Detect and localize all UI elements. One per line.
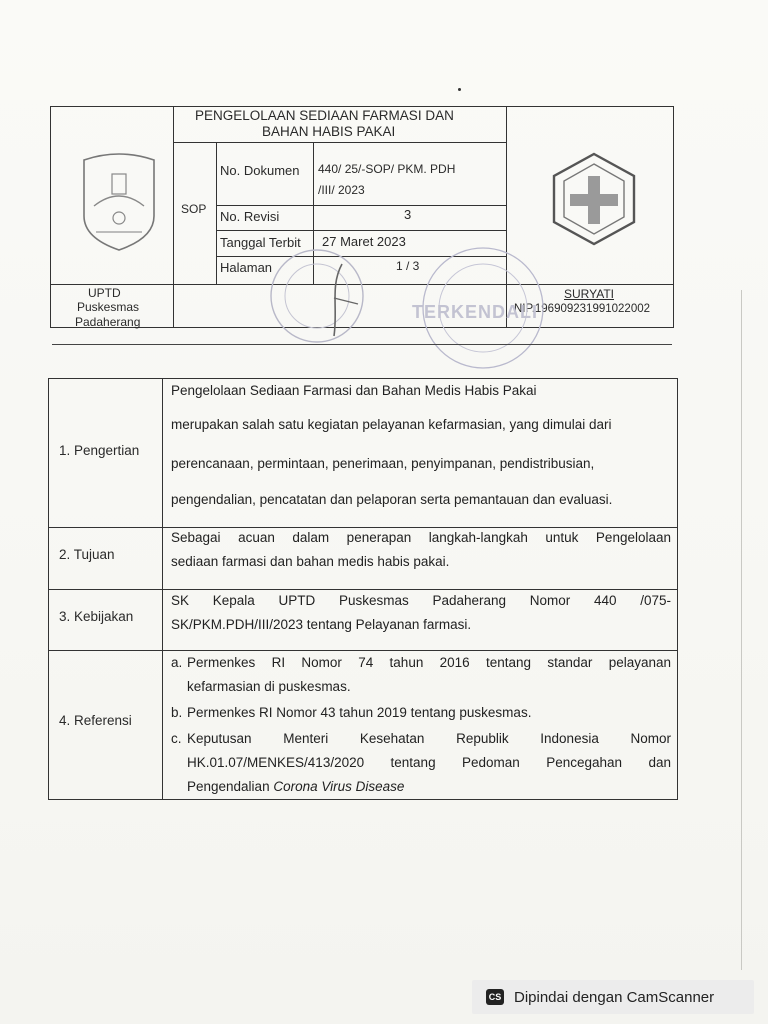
sop-content-table	[48, 378, 678, 800]
referensi-marker-c: c.	[171, 731, 182, 746]
field-label-halaman: Halaman	[220, 260, 273, 275]
header-divider	[216, 142, 217, 284]
table-row-divider	[49, 650, 677, 651]
pengertian-line-2: merupakan salah satu kegiatan pelayanan kefarmasian, yang dimulai dari	[171, 417, 612, 432]
referensi-c-italic: Corona Virus Disease	[273, 779, 405, 794]
org-line-1: UPTD	[88, 286, 121, 300]
tujuan-line-2: sediaan farmasi dan bahan medis habis pakai.	[171, 554, 450, 569]
signer-name: SURYATI	[564, 287, 615, 301]
table-row-divider	[49, 589, 677, 590]
controlled-stamp-text: TERKENDALI	[412, 302, 538, 322]
round-stamp-icon	[256, 246, 378, 346]
speck	[458, 88, 461, 91]
referensi-c-line-2: HK.01.07/MENKES/413/2020 tentang Pedoman Pencegahan dan	[187, 755, 671, 770]
field-label-no-dokumen: No. Dokumen	[220, 163, 300, 178]
sop-label: SOP	[181, 202, 207, 216]
field-label-no-revisi: No. Revisi	[220, 209, 280, 224]
field-value-halaman: 1 / 3	[396, 259, 420, 273]
field-value-tanggal-terbit: 27 Maret 2023	[322, 234, 406, 249]
document-title-line1: PENGELOLAAN SEDIAAN FARMASI DAN	[195, 108, 454, 123]
referensi-c-line-3-text: Pengendalian	[187, 779, 274, 794]
section-label-referensi: 4. Referensi	[59, 713, 132, 728]
header-divider	[173, 142, 507, 143]
referensi-a-line-2: kefarmasian di puskesmas.	[187, 679, 351, 694]
referensi-marker-b: b.	[171, 705, 183, 720]
header-divider	[216, 230, 507, 231]
tujuan-line-1: Sebagai acuan dalam penerapan langkah-langkah untuk Pengelolaan	[171, 530, 671, 545]
field-value-no-dokumen-2: /III/ 2023	[318, 183, 365, 197]
signer-nip: NIP.196909231991022002	[514, 303, 651, 315]
pengertian-line-3: perencanaan, permintaan, penerimaan, penyimpanan, pendistribusian,	[171, 456, 595, 471]
referensi-b-line-1: Permenkes RI Nomor 43 tahun 2019 tentang puskesmas.	[187, 705, 532, 720]
camscanner-icon: CS	[486, 989, 504, 1005]
pengertian-line-1: Pengelolaan Sediaan Farmasi dan Bahan Medis Habis Pakai	[171, 383, 537, 398]
header-underline	[52, 344, 672, 345]
field-label-tanggal-terbit: Tanggal Terbit	[220, 235, 301, 250]
field-value-no-revisi: 3	[404, 207, 412, 222]
field-value-no-dokumen: 440/ 25/-SOP/ PKM. PDH	[318, 162, 456, 176]
page-edge-line	[741, 290, 742, 970]
camscanner-badge	[472, 980, 754, 1014]
org-line-3: Padaherang	[75, 315, 141, 329]
referensi-a-line-1: Permenkes RI Nomor 74 tahun 2016 tentang standar pelayanan	[187, 655, 671, 670]
referensi-c-line-1: Keputusan Menteri Kesehatan Republik Indonesia Nomor	[187, 731, 671, 746]
org-line-2: Puskesmas	[77, 300, 140, 314]
header-divider	[173, 106, 174, 328]
table-row-divider	[49, 527, 677, 528]
kebijakan-line-2: SK/PKM.PDH/III/2023 tentang Pelayanan farmasi.	[171, 617, 472, 632]
document-title-line2: BAHAN HABIS PAKAI	[262, 124, 396, 139]
header-divider	[216, 205, 507, 206]
regency-emblem-icon	[76, 146, 162, 256]
section-label-pengertian: 1. Pengertian	[59, 443, 140, 458]
referensi-marker-a: a.	[171, 655, 183, 670]
section-label-tujuan: 2. Tujuan	[59, 547, 115, 562]
referensi-c-line-3	[187, 779, 404, 794]
section-label-kebijakan: 3. Kebijakan	[59, 609, 134, 624]
pengertian-line-4: pengendalian, pencatatan dan pelaporan serta pemantauan dan evaluasi.	[171, 492, 613, 507]
camscanner-label: Dipindai dengan CamScanner	[514, 988, 715, 1006]
kebijakan-line-1: SK Kepala UPTD Puskesmas Padaherang Nomor 440 /075-	[171, 593, 671, 608]
sop-header-table	[50, 106, 674, 328]
puskesmas-hexagon-logo-icon	[548, 150, 640, 248]
